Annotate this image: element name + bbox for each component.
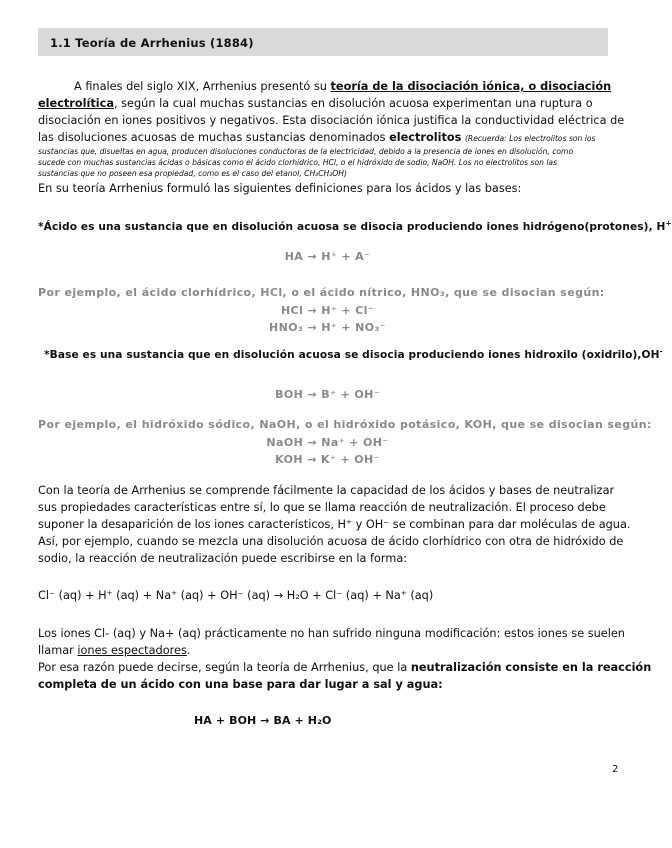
- neutral-line-2: sus propiedades características entre sí, lo que se llama reacción de neutralización. El proceso debe: [38, 501, 606, 514]
- neutral-line-1: Con la teoría de Arrhenius se comprende fácilmente la capacidad de los ácidos y bases de neutralizar: [38, 484, 615, 497]
- base-eq-koh: KOH → K⁺ + OH⁻: [275, 453, 380, 466]
- acid-eq-hno3: HNO₃ → H⁺ + NO₃⁻: [269, 321, 386, 334]
- note-line-4: sustancias que no poseen esa propiedad, como es el caso del etanol, CH₃CH₂OH): [38, 169, 347, 178]
- intro-text: , según la cual muchas sustancias en disolución acuosa experimentan una ruptura o: [113, 97, 593, 110]
- base-example: Por ejemplo, el hidróxido sódico, NaOH, o el hidróxido potásico, KOH, que se disocian según:: [38, 418, 652, 431]
- ions-line-1: Los iones Cl- (aq) y Na+ (aq) prácticamente no han sufrido ninguna modificación: estos iones se suelen: [38, 627, 625, 640]
- final-equation: HA + BOH → BA + H₂O: [194, 714, 332, 727]
- base-superscript: -: [659, 346, 663, 356]
- intro-line-5: En su teoría Arrhenius formuló las siguientes definiciones para los ácidos y las bases:: [38, 182, 522, 195]
- acid-example: Por ejemplo, el ácido clorhídrico, HCl, o el ácido nítrico, HNO₃, que se disocian según:: [38, 286, 605, 299]
- neutral-line-5: sodio, la reacción de neutralización puede escribirse en la forma:: [38, 552, 408, 565]
- intro-text: A finales del siglo XIX, Arrhenius presentó su: [74, 80, 331, 93]
- intro-line-4: [38, 129, 595, 147]
- neutralization-equation: Cl⁻ (aq) + H⁺ (aq) + Na⁺ (aq) + OH⁻ (aq) → H₂O + Cl⁻ (aq) + Na⁺ (aq): [38, 589, 434, 602]
- acid-equation: HA → H⁺ + A⁻: [284, 250, 371, 263]
- note-line-2: sustancias que, disueltas en agua, producen disoluciones conductoras de la electricidad, debido a la presencia de iones en disolución, como: [38, 147, 574, 156]
- acid-definition-text: *Ácido es una sustancia que en disolución acuosa se disocia produciendo iones hidrógeno(protones), H: [38, 221, 666, 233]
- conclusion-line-1: [38, 659, 651, 677]
- spectator-ions-term: iones espectadores: [77, 644, 187, 657]
- base-equation: BOH → B⁺ + OH⁻: [275, 388, 380, 401]
- ions-line-2: [38, 642, 190, 660]
- base-eq-naoh: NaOH → Na⁺ + OH⁻: [266, 436, 389, 449]
- acid-eq-hcl: HCl → H⁺ + Cl⁻: [280, 304, 375, 317]
- acid-superscript: +: [665, 218, 672, 228]
- base-definition: [44, 346, 663, 361]
- conclusion-text: Por esa razón puede decirse, según la teoría de Arrhenius, que la: [38, 661, 411, 674]
- note-line-3: sucede con muchas sustancias ácidas o básicas como el ácido clorhídrico, HCl, o el hidróxido de sodio, NaOH. Los no electrolitos son las: [38, 158, 558, 167]
- acid-definition: [38, 218, 672, 233]
- neutralization-term: neutralización consiste en la reacción: [410, 661, 652, 674]
- ions-text: llamar: [38, 644, 78, 657]
- page-number: 2: [612, 764, 619, 775]
- conclusion-line-2: completa de un ácido con una base para dar lugar a sal y agua:: [38, 678, 443, 691]
- note-text: (Recuerda: Los electrolitos son los: [464, 134, 596, 143]
- ions-text: .: [186, 644, 191, 657]
- intro-line-2: [38, 95, 593, 113]
- intro-line-3: disociación en iones positivos y negativos. Esta disociación iónica justifica la conductividad eléctrica de: [38, 114, 625, 127]
- section-title: 1.1 Teoría de Arrhenius (1884): [50, 36, 254, 50]
- theory-term: teoría de la disociación iónica, o disociación: [330, 80, 612, 93]
- intro-text: las disoluciones acuosas de muchas sustancias denominados: [38, 131, 390, 144]
- base-definition-text: *Base es una sustancia que en disolución acuosa se disocia produciendo iones hidroxilo (oxidrilo),OH: [44, 349, 660, 361]
- intro-line-1: [74, 78, 611, 96]
- electrolytic-term: electrolítica: [38, 97, 114, 110]
- electrolytes-term: electrolitos: [389, 131, 462, 144]
- neutral-line-4: Así, por ejemplo, cuando se mezcla una disolución acuosa de ácido clorhídrico con otra de hidróxido de: [38, 535, 624, 548]
- neutral-line-3: suponer la desaparición de los iones característicos, H⁺ y OH⁻ se combinan para dar moléculas de agua.: [38, 518, 631, 531]
